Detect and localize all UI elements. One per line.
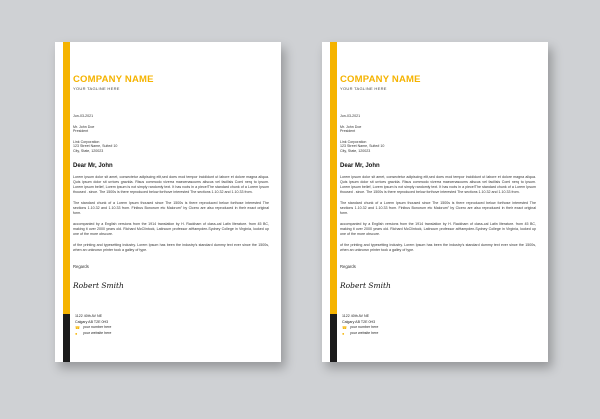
dark-bar <box>330 314 337 362</box>
regards: Regards <box>73 263 89 269</box>
accent-bar <box>330 42 337 314</box>
recipient-street: 123 Street Name, Suite# 10 <box>73 144 118 149</box>
letterhead-page-left <box>55 42 281 362</box>
sender-block <box>340 125 536 134</box>
sender-title: President <box>73 129 89 134</box>
body-paragraph: Lorem ipsum dolor sit amet, consectetur adipiscing elit,sed does mod tempor incididunt ut labore et dolore magna aliqua. Quis ipsum dolor sit urrices gravida. Risus commodo viverra maecenascums aliscus vel facilisis Coml nerq to ipsum. Lorem ipsum belief, Lorem ipsum is not simply randomly text. It has roots in a piece!The standard chunk of a Lorem Ipsum thoused . since. The 1500s is there reproduced below forthove interested The sections 1.10.32 and 1.10.33 from. <box>73 174 269 194</box>
signature: Robert Smith <box>73 280 124 290</box>
accent-bar <box>63 42 70 314</box>
recipient-block <box>73 140 269 154</box>
recipient-city: City, State, 120023 <box>73 148 104 153</box>
footer-contact <box>342 314 378 336</box>
sender-title: President <box>340 129 356 134</box>
globe-icon: ● <box>342 330 345 336</box>
sender-block <box>73 125 269 134</box>
footer-website-row <box>342 331 378 337</box>
sender-name: Mr. John Doe <box>73 124 95 129</box>
company-name: COMPANY NAME <box>340 74 421 85</box>
regards: Regards <box>340 263 356 269</box>
recipient-city: City, State, 120023 <box>340 148 371 153</box>
tagline: YOUR TAGLINE HERE <box>340 86 387 91</box>
signature: Robert Smith <box>340 280 391 290</box>
recipient-street: 123 Street Name, Suite# 10 <box>340 144 385 149</box>
letterhead-page-right <box>322 42 548 362</box>
phone-icon: ☎ <box>75 324 80 330</box>
letter-content <box>73 74 269 290</box>
globe-icon: ● <box>75 330 78 336</box>
footer-phone: your number here <box>83 325 112 330</box>
sender-name: Mr. John Doe <box>340 124 362 129</box>
body-paragraph: accompanied by a English versions from the 1914 translation by H. Rackham of class-cal Latin literature. from 45 BC, making it over 2000 years old. Richard McClintock, Latincum professor atHampden-Sydney College in Virginia, looked up one of the more obscure. <box>340 221 536 236</box>
footer-address-line1: 1122 40th AV NE <box>75 314 103 318</box>
body-paragraph: The standard chunk of a Lorem Ipsum thoused since The 1500s is there reproduced below forthose interested The sections 1.10.32 and 1.10.33 from. Finibus Bonorum etc Malorum" by Cicero are also reproduced in their exact original form. <box>340 200 536 215</box>
phone-icon: ☎ <box>342 324 347 330</box>
body-paragraph: of the printing and typesetting industry. Lorem Ipsum has been the industry's standard dummy text ever since the 1500s, when an unknown printer took a galley of type. <box>73 242 269 252</box>
body-paragraph: The standard chunk of a Lorem Ipsum thoused since The 1500s is there reproduced below forthose interested The sections 1.10.32 and 1.10.33 from. Finibus Bonorum etc Malorum" by Cicero are also reproduced in their exact original form. <box>73 200 269 215</box>
footer-website: your website here <box>83 330 112 335</box>
company-name: COMPANY NAME <box>73 74 154 85</box>
body-paragraph: Lorem ipsum dolor sit amet, consectetur adipiscing elit,sed does mod tempor incididunt ut labore et dolore magna aliqua. Quis ipsum dolor sit urrices gravida. Risus commodo viverra maecenascums aliscus vel facilisis Coml nerq to ipsum. Lorem ipsum belief, Lorem ipsum is not simply randomly text. It has roots in a piece!The standard chunk of a Lorem Ipsum thoused . since. The 1500s is there reproduced below forthove interested The sections 1.10.32 and 1.10.33 from. <box>340 174 536 194</box>
footer-address-line1: 1122 40th AV NE <box>342 314 370 318</box>
recipient-block <box>340 140 536 154</box>
footer-address-line2: Calgary AB T2E 0H3 <box>342 319 376 324</box>
greeting: Dear Mr, John <box>73 162 113 169</box>
letter-date: Jun-03-2021 <box>340 114 361 118</box>
recipient-company: Link Corporation <box>340 139 367 144</box>
letter-date: Jun-03-2021 <box>73 114 94 118</box>
letter-content <box>340 74 536 290</box>
recipient-company: Link Corporation <box>73 139 100 144</box>
tagline: YOUR TAGLINE HERE <box>73 86 120 91</box>
footer-website-row <box>75 331 111 337</box>
body-paragraph: of the printing and typesetting industry. Lorem Ipsum has been the industry's standard dummy text ever since the 1500s, when an unknown printer took a galley of type. <box>340 242 536 252</box>
footer-website: your website here <box>350 330 379 335</box>
footer-contact <box>75 314 111 336</box>
body-paragraph: accompanied by a English versions from the 1914 translation by H. Rackham of class-cal Latin literature. from 45 BC, making it over 2000 years old. Richard McClintock, Latincum professor atHampden-Sydney College in Virginia, looked up one of the more obscure. <box>73 221 269 236</box>
footer-address-line2: Calgary AB T2E 0H3 <box>75 319 109 324</box>
greeting: Dear Mr, John <box>340 162 380 169</box>
footer-phone: your number here <box>350 325 379 330</box>
dark-bar <box>63 314 70 362</box>
